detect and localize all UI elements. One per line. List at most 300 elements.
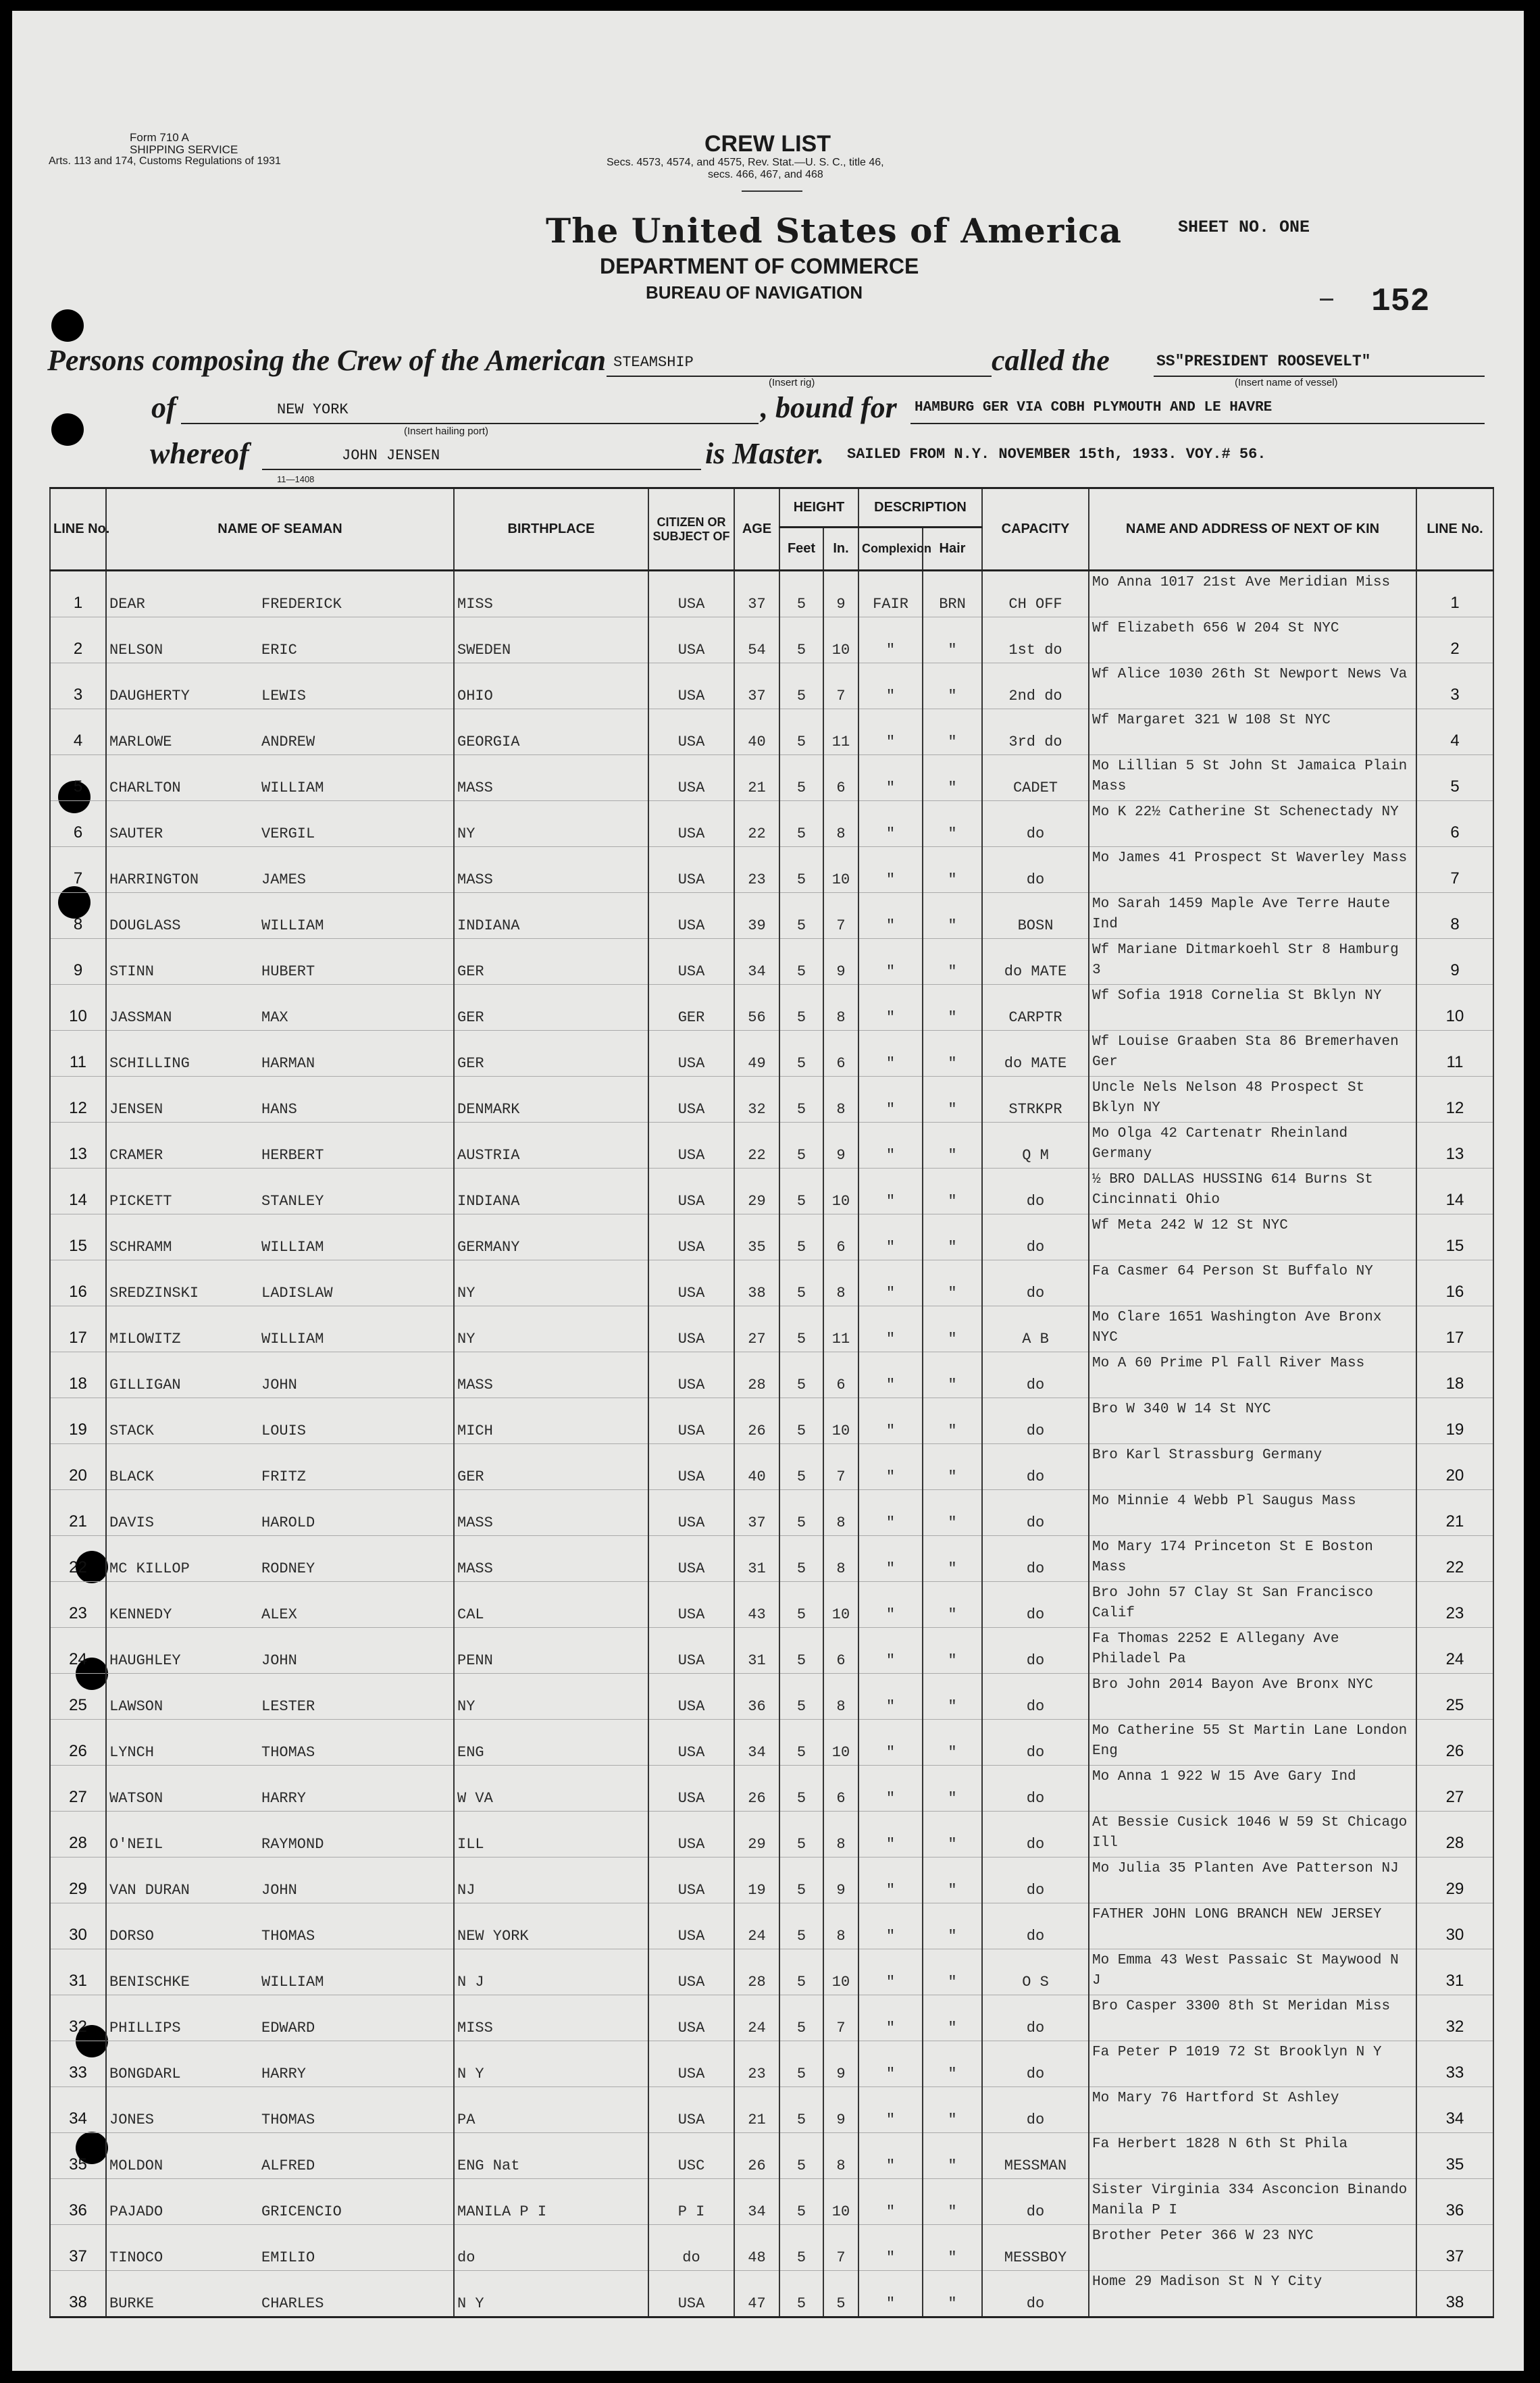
height-inches: 10 xyxy=(823,1582,858,1628)
height-feet: 5 xyxy=(779,1169,823,1214)
height-feet: 5 xyxy=(779,1674,823,1720)
given-name: VERGIL xyxy=(261,825,315,842)
seaman-name xyxy=(106,1398,454,1444)
hair: " xyxy=(923,2133,982,2179)
complexion: " xyxy=(858,1628,923,1674)
statutes-line-2: secs. 466, 467, and 468 xyxy=(708,169,823,180)
line-number: 9 xyxy=(50,939,106,985)
hair: " xyxy=(923,1031,982,1077)
given-name: RAYMOND xyxy=(261,1836,324,1853)
given-name: THOMAS xyxy=(261,2111,315,2128)
seaman-name xyxy=(106,1260,454,1306)
age: 40 xyxy=(734,1444,779,1490)
height-feet: 5 xyxy=(779,1857,823,1903)
birthplace: ENG Nat xyxy=(454,2133,648,2179)
sheet-number: SHEET NO. ONE xyxy=(1178,217,1310,237)
citizenship: USA xyxy=(648,1903,734,1949)
capacity: do MATE xyxy=(982,939,1089,985)
age: 35 xyxy=(734,1214,779,1260)
surname: STACK xyxy=(109,1423,155,1439)
age: 36 xyxy=(734,1674,779,1720)
line-number-right: 18 xyxy=(1416,1352,1493,1398)
seaman-name xyxy=(106,1857,454,1903)
seaman-name xyxy=(106,1031,454,1077)
complexion: FAIR xyxy=(858,571,923,617)
hair: " xyxy=(923,801,982,847)
next-of-kin: Fa Thomas 2252 E Allegany Ave Philadel Pa xyxy=(1089,1628,1416,1674)
capacity: do xyxy=(982,2087,1089,2133)
birthplace: do xyxy=(454,2225,648,2271)
punch-hole xyxy=(51,413,84,446)
line-number-right: 14 xyxy=(1416,1169,1493,1214)
next-of-kin: Wf Elizabeth 656 W 204 St NYC xyxy=(1089,617,1416,663)
complexion: " xyxy=(858,801,923,847)
next-of-kin: Wf Meta 242 W 12 St NYC xyxy=(1089,1214,1416,1260)
age: 27 xyxy=(734,1306,779,1352)
height-inches: 8 xyxy=(823,1490,858,1536)
capacity: do xyxy=(982,1214,1089,1260)
age: 47 xyxy=(734,2271,779,2317)
table-row xyxy=(50,1903,1493,1949)
called-label: called the xyxy=(992,344,1110,377)
col-height: HEIGHT xyxy=(779,488,858,528)
height-feet: 5 xyxy=(779,1582,823,1628)
height-inches: 9 xyxy=(823,2041,858,2087)
seaman-name xyxy=(106,2225,454,2271)
next-of-kin: At Bessie Cusick 1046 W 59 St Chicago Ill xyxy=(1089,1812,1416,1857)
col-citizen: CITIZEN OR SUBJECT OF xyxy=(648,488,734,571)
height-feet: 5 xyxy=(779,893,823,939)
line-number: 6 xyxy=(50,801,106,847)
height-inches: 8 xyxy=(823,1536,858,1582)
birthplace: CAL xyxy=(454,1582,648,1628)
hair: " xyxy=(923,1352,982,1398)
complexion: " xyxy=(858,1214,923,1260)
complexion: " xyxy=(858,709,923,755)
table-row xyxy=(50,1582,1493,1628)
height-feet: 5 xyxy=(779,1949,823,1995)
capacity: 2nd do xyxy=(982,663,1089,709)
surname: SCHILLING xyxy=(109,1055,190,1072)
birthplace: GER xyxy=(454,939,648,985)
surname: PHILLIPS xyxy=(109,2020,181,2036)
master-label: is Master. xyxy=(705,437,825,470)
birthplace: INDIANA xyxy=(454,1169,648,1214)
height-inches: 10 xyxy=(823,2179,858,2225)
surname: BURKE xyxy=(109,2295,155,2312)
table-row xyxy=(50,1260,1493,1306)
capacity: Q M xyxy=(982,1123,1089,1169)
age: 34 xyxy=(734,2179,779,2225)
given-name: EMILIO xyxy=(261,2249,315,2266)
hair: " xyxy=(923,1949,982,1995)
seaman-name xyxy=(106,1123,454,1169)
country-heading: The United States of America xyxy=(546,211,1123,251)
age: 48 xyxy=(734,2225,779,2271)
table-row xyxy=(50,1490,1493,1536)
capacity: MESSMAN xyxy=(982,2133,1089,2179)
surname: DEAR xyxy=(109,596,145,613)
hair: " xyxy=(923,2271,982,2317)
table-row xyxy=(50,1812,1493,1857)
line-number-right: 37 xyxy=(1416,2225,1493,2271)
age: 32 xyxy=(734,1077,779,1123)
line-number-right: 1 xyxy=(1416,571,1493,617)
hair: " xyxy=(923,1674,982,1720)
given-name: LOUIS xyxy=(261,1423,307,1439)
capacity: do xyxy=(982,801,1089,847)
seaman-name xyxy=(106,1169,454,1214)
capacity: BOSN xyxy=(982,893,1089,939)
table-row xyxy=(50,1077,1493,1123)
citizenship: USA xyxy=(648,1812,734,1857)
height-inches: 10 xyxy=(823,1169,858,1214)
birthplace: AUSTRIA xyxy=(454,1123,648,1169)
height-inches: 7 xyxy=(823,1995,858,2041)
table-row xyxy=(50,1031,1493,1077)
seaman-name xyxy=(106,2133,454,2179)
hair: " xyxy=(923,1490,982,1536)
age: 29 xyxy=(734,1812,779,1857)
vessel-hint: (Insert name of vessel) xyxy=(1235,377,1338,388)
height-inches: 6 xyxy=(823,1031,858,1077)
height-feet: 5 xyxy=(779,847,823,893)
birthplace: SWEDEN xyxy=(454,617,648,663)
seaman-name xyxy=(106,1674,454,1720)
surname: MOLDON xyxy=(109,2157,163,2174)
given-name: JOHN xyxy=(261,1377,297,1393)
port-hint: (Insert hailing port) xyxy=(404,426,489,437)
age: 37 xyxy=(734,663,779,709)
hair: " xyxy=(923,2225,982,2271)
col-age: AGE xyxy=(734,488,779,571)
seaman-name xyxy=(106,985,454,1031)
birthplace: NJ xyxy=(454,1857,648,1903)
complexion: " xyxy=(858,847,923,893)
line-number-right: 9 xyxy=(1416,939,1493,985)
height-feet: 5 xyxy=(779,1123,823,1169)
capacity: do xyxy=(982,1995,1089,2041)
height-feet: 5 xyxy=(779,1628,823,1674)
line-number: 1 xyxy=(50,571,106,617)
given-name: HARRY xyxy=(261,2066,307,2082)
hair: " xyxy=(923,1582,982,1628)
given-name: THOMAS xyxy=(261,1928,315,1945)
surname: SREDZINSKI xyxy=(109,1285,199,1302)
line-number-right: 38 xyxy=(1416,2271,1493,2317)
height-feet: 5 xyxy=(779,1444,823,1490)
punch-hole xyxy=(51,309,84,342)
birthplace: MASS xyxy=(454,1490,648,1536)
seaman-name xyxy=(106,1949,454,1995)
given-name: LEWIS xyxy=(261,688,307,704)
citizenship: USA xyxy=(648,2271,734,2317)
height-inches: 6 xyxy=(823,1214,858,1260)
given-name: HARRY xyxy=(261,1790,307,1807)
birthplace: DENMARK xyxy=(454,1077,648,1123)
seaman-name xyxy=(106,2041,454,2087)
height-inches: 8 xyxy=(823,1812,858,1857)
capacity: do xyxy=(982,1444,1089,1490)
age: 26 xyxy=(734,1398,779,1444)
table-row xyxy=(50,1398,1493,1444)
height-inches: 8 xyxy=(823,985,858,1031)
capacity: do xyxy=(982,1169,1089,1214)
table-row xyxy=(50,1720,1493,1766)
capacity: do xyxy=(982,1628,1089,1674)
birthplace: GEORGIA xyxy=(454,709,648,755)
given-name: WILLIAM xyxy=(261,917,324,934)
table-row xyxy=(50,2041,1493,2087)
col-name: NAME OF SEAMAN xyxy=(106,488,454,571)
given-name: WILLIAM xyxy=(261,1974,324,1991)
citizenship: USA xyxy=(648,1260,734,1306)
hair: " xyxy=(923,847,982,893)
complexion: " xyxy=(858,1123,923,1169)
capacity: 1st do xyxy=(982,617,1089,663)
citizenship: USA xyxy=(648,1444,734,1490)
given-name: HERBERT xyxy=(261,1147,324,1164)
line-number: 37 xyxy=(50,2225,106,2271)
line-number: 36 xyxy=(50,2179,106,2225)
surname: BONGDARL xyxy=(109,2066,181,2082)
line-number: 8 xyxy=(50,893,106,939)
next-of-kin: Bro John 2014 Bayon Ave Bronx NYC xyxy=(1089,1674,1416,1720)
line-number: 7 xyxy=(50,847,106,893)
line-number-right: 7 xyxy=(1416,847,1493,893)
citizenship: USA xyxy=(648,893,734,939)
height-feet: 5 xyxy=(779,2271,823,2317)
birthplace: N J xyxy=(454,1949,648,1995)
next-of-kin: FATHER JOHN LONG BRANCH NEW JERSEY xyxy=(1089,1903,1416,1949)
given-name: ALFRED xyxy=(261,2157,315,2174)
capacity: O S xyxy=(982,1949,1089,1995)
of-label: of xyxy=(151,391,176,424)
given-name: WILLIAM xyxy=(261,779,324,796)
col-capacity: CAPACITY xyxy=(982,488,1089,571)
citizenship: USA xyxy=(648,1123,734,1169)
age: 21 xyxy=(734,2087,779,2133)
document-title: CREW LIST xyxy=(704,131,831,157)
given-name: ANDREW xyxy=(261,734,315,750)
given-name: HAROLD xyxy=(261,1514,315,1531)
height-inches: 6 xyxy=(823,1766,858,1812)
complexion: " xyxy=(858,663,923,709)
citizenship: USA xyxy=(648,847,734,893)
seaman-name xyxy=(106,1582,454,1628)
seaman-name xyxy=(106,1306,454,1352)
seaman-name xyxy=(106,1720,454,1766)
surname: STINN xyxy=(109,963,155,980)
surname: LAWSON xyxy=(109,1698,163,1715)
next-of-kin: Mo Catherine 55 St Martin Lane London Eng xyxy=(1089,1720,1416,1766)
height-inches: 9 xyxy=(823,1123,858,1169)
surname: JENSEN xyxy=(109,1101,163,1118)
citizenship: GER xyxy=(648,985,734,1031)
table-row xyxy=(50,2133,1493,2179)
height-inches: 11 xyxy=(823,709,858,755)
birthplace: N Y xyxy=(454,2271,648,2317)
citizenship: USA xyxy=(648,1628,734,1674)
surname: SAUTER xyxy=(109,825,163,842)
hair: " xyxy=(923,2179,982,2225)
line-number-right: 13 xyxy=(1416,1123,1493,1169)
hair: " xyxy=(923,1123,982,1169)
next-of-kin: Fa Herbert 1828 N 6th St Phila xyxy=(1089,2133,1416,2179)
citizenship: USA xyxy=(648,1949,734,1995)
line-number-right: 25 xyxy=(1416,1674,1493,1720)
rig-hint: (Insert rig) xyxy=(769,377,815,388)
given-name: LESTER xyxy=(261,1698,315,1715)
age: 28 xyxy=(734,1352,779,1398)
table-row xyxy=(50,2271,1493,2317)
complexion: " xyxy=(858,1812,923,1857)
age: 34 xyxy=(734,939,779,985)
capacity: do xyxy=(982,1582,1089,1628)
complexion: " xyxy=(858,2087,923,2133)
surname: VAN DURAN xyxy=(109,1882,190,1899)
citizenship: USA xyxy=(648,1582,734,1628)
complexion: " xyxy=(858,1536,923,1582)
age: 54 xyxy=(734,617,779,663)
age: 31 xyxy=(734,1536,779,1582)
citizenship: USA xyxy=(648,1857,734,1903)
citizenship: USA xyxy=(648,1720,734,1766)
height-inches: 7 xyxy=(823,2225,858,2271)
surname: JASSMAN xyxy=(109,1009,172,1026)
height-inches: 9 xyxy=(823,571,858,617)
hair: " xyxy=(923,1766,982,1812)
age: 24 xyxy=(734,1995,779,2041)
given-name: LADISLAW xyxy=(261,1285,333,1302)
complexion: " xyxy=(858,1398,923,1444)
birthplace: N Y xyxy=(454,2041,648,2087)
seaman-name xyxy=(106,1536,454,1582)
hair: " xyxy=(923,1995,982,2041)
capacity: do xyxy=(982,1857,1089,1903)
hair: " xyxy=(923,1398,982,1444)
citizenship: USA xyxy=(648,1674,734,1720)
capacity: do xyxy=(982,1812,1089,1857)
table-row xyxy=(50,2179,1493,2225)
given-name: STANLEY xyxy=(261,1193,324,1210)
height-feet: 5 xyxy=(779,1766,823,1812)
line-number: 13 xyxy=(50,1123,106,1169)
surname: DOUGLASS xyxy=(109,917,181,934)
capacity: do xyxy=(982,1536,1089,1582)
line-number-right: 27 xyxy=(1416,1766,1493,1812)
citizenship: USA xyxy=(648,1306,734,1352)
next-of-kin: Wf Mariane Ditmarkoehl Str 8 Hamburg 3 xyxy=(1089,939,1416,985)
capacity: do xyxy=(982,1766,1089,1812)
age: 38 xyxy=(734,1260,779,1306)
birthplace: MASS xyxy=(454,847,648,893)
line-number: 23 xyxy=(50,1582,106,1628)
next-of-kin: Mo Mary 174 Princeton St E Boston Mass xyxy=(1089,1536,1416,1582)
next-of-kin: Mo Emma 43 West Passaic St Maywood N J xyxy=(1089,1949,1416,1995)
given-name: MAX xyxy=(261,1009,288,1026)
surname: SCHRAMM xyxy=(109,1239,172,1256)
line-number-right: 20 xyxy=(1416,1444,1493,1490)
line-number-right: 3 xyxy=(1416,663,1493,709)
capacity: do xyxy=(982,847,1089,893)
line-number: 15 xyxy=(50,1214,106,1260)
next-of-kin: Wf Alice 1030 26th St Newport News Va xyxy=(1089,663,1416,709)
given-name: FREDERICK xyxy=(261,596,342,613)
birthplace: NY xyxy=(454,801,648,847)
capacity: A B xyxy=(982,1306,1089,1352)
given-name: FRITZ xyxy=(261,1468,307,1485)
citizenship: USA xyxy=(648,1995,734,2041)
next-of-kin: Bro Karl Strassburg Germany xyxy=(1089,1444,1416,1490)
seaman-name xyxy=(106,1766,454,1812)
line-number: 24 xyxy=(50,1628,106,1674)
line-number: 30 xyxy=(50,1903,106,1949)
surname: HAUGHLEY xyxy=(109,1652,181,1669)
table-row xyxy=(50,1995,1493,2041)
birthplace: PA xyxy=(454,2087,648,2133)
citizenship: USA xyxy=(648,755,734,801)
height-inches: 8 xyxy=(823,1260,858,1306)
line-number: 4 xyxy=(50,709,106,755)
surname: CRAMER xyxy=(109,1147,163,1164)
hair: " xyxy=(923,1720,982,1766)
line-number-right: 8 xyxy=(1416,893,1493,939)
table-row xyxy=(50,617,1493,663)
height-inches: 9 xyxy=(823,2087,858,2133)
seaman-name xyxy=(106,801,454,847)
birthplace: GER xyxy=(454,1031,648,1077)
capacity: do xyxy=(982,2271,1089,2317)
whereof-label: whereof xyxy=(150,437,249,470)
destination: HAMBURG GER VIA COBH PLYMOUTH AND LE HAVRE xyxy=(915,400,1273,415)
col-line-no: LINE No. xyxy=(50,488,106,571)
height-inches: 8 xyxy=(823,1674,858,1720)
capacity: do xyxy=(982,1903,1089,1949)
page-number: 152 xyxy=(1371,284,1430,320)
height-inches: 7 xyxy=(823,663,858,709)
citizenship: USA xyxy=(648,709,734,755)
table-row xyxy=(50,893,1493,939)
complexion: " xyxy=(858,1490,923,1536)
citizenship: USA xyxy=(648,1536,734,1582)
height-feet: 5 xyxy=(779,571,823,617)
hair: " xyxy=(923,1169,982,1214)
line-number-right: 35 xyxy=(1416,2133,1493,2179)
birthplace: ENG xyxy=(454,1720,648,1766)
line-number-right: 29 xyxy=(1416,1857,1493,1903)
hair: " xyxy=(923,1214,982,1260)
complexion: " xyxy=(858,2133,923,2179)
line-number-right: 12 xyxy=(1416,1077,1493,1123)
citizenship: USA xyxy=(648,801,734,847)
bound-label: , bound for xyxy=(761,391,897,424)
line-number: 2 xyxy=(50,617,106,663)
table-row xyxy=(50,801,1493,847)
statutes-line-1: Secs. 4573, 4574, and 4575, Rev. Stat.—U. S. C., title 46, xyxy=(607,157,884,168)
hair: " xyxy=(923,893,982,939)
seaman-name xyxy=(106,939,454,985)
surname: O'NEIL xyxy=(109,1836,163,1853)
line-number-right: 31 xyxy=(1416,1949,1493,1995)
line-number-right: 11 xyxy=(1416,1031,1493,1077)
hailing-port: NEW YORK xyxy=(277,401,349,418)
height-inches: 10 xyxy=(823,617,858,663)
given-name: ALEX xyxy=(261,1606,297,1623)
complexion: " xyxy=(858,617,923,663)
table-row xyxy=(50,847,1493,893)
department-heading: DEPARTMENT OF COMMERCE xyxy=(600,254,919,278)
